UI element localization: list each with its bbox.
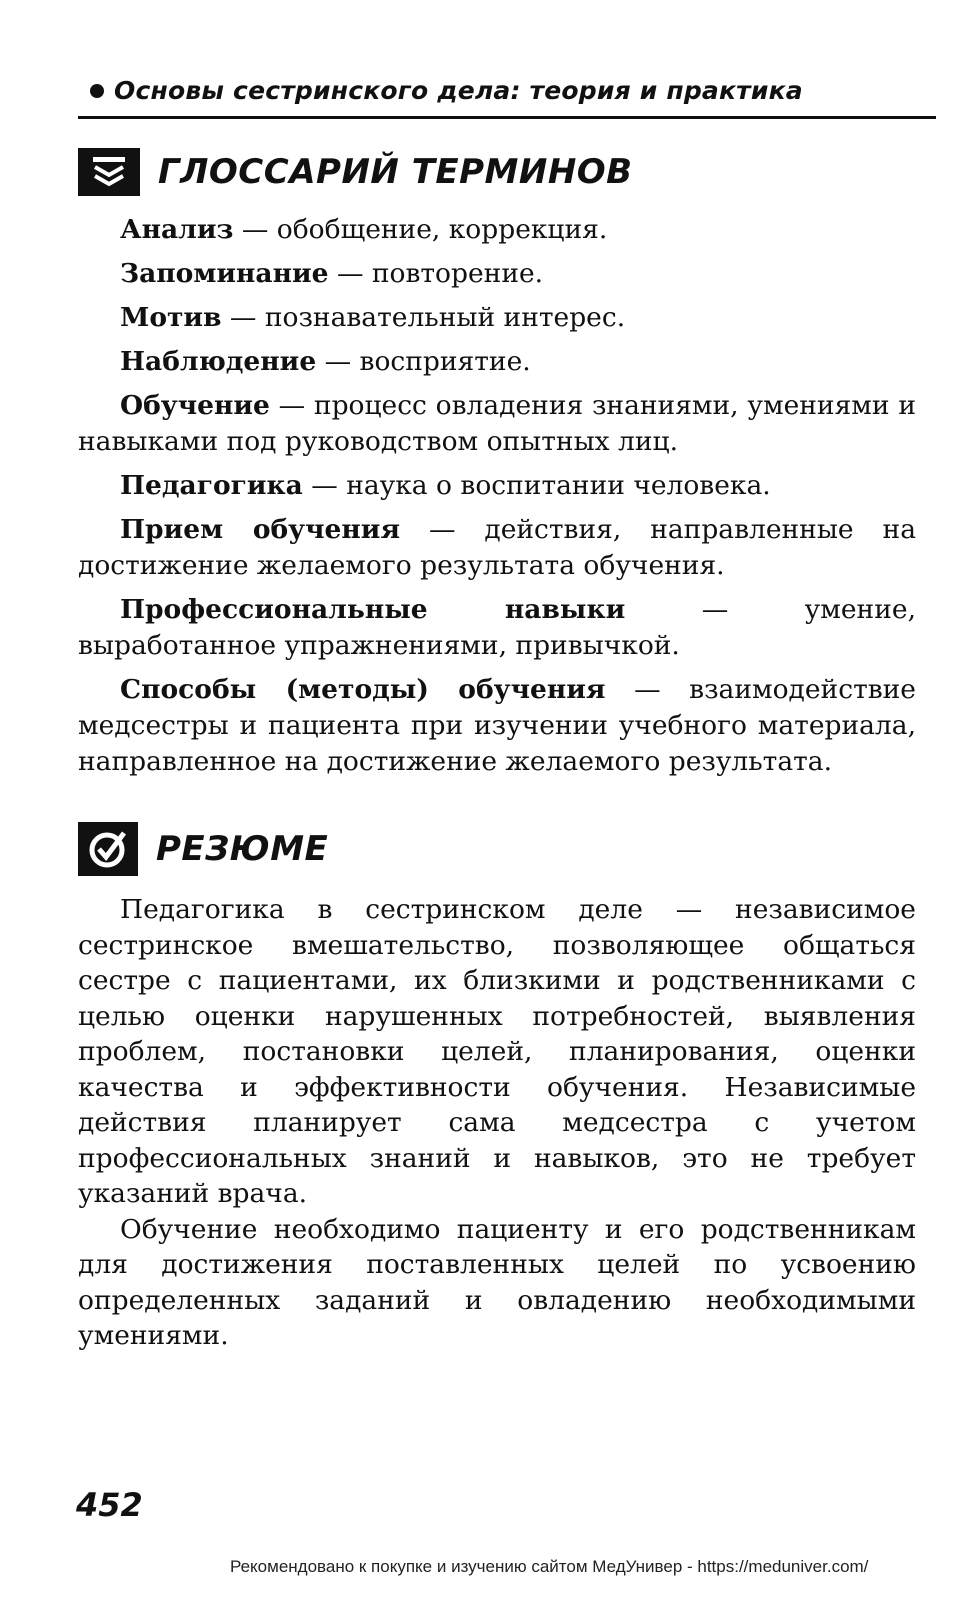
resume-paragraph: Обучение необходимо пациенту и его родственникам для достижения поставленных целей по усвоению определенных заданий и овладению необходимыми умениями.	[78, 1213, 916, 1351]
resume-title: РЕЗЮМЕ	[156, 829, 329, 869]
glossary-entry	[78, 256, 916, 292]
glossary-list	[78, 212, 916, 788]
resume-paragraph: Педагогика в сестринском деле — независимое сестринское вмешательство, позволяющее общаться сестре с пациентами, их близкими и родственниками с целью оценки нарушенных потребностей, выявления проблем, постановки целей, планирования, оценки качества и эффективности обучения. Независимые действия планирует сама медсестра с учетом профессиональных знаний и навыков, это не требует указаний врача.	[78, 894, 916, 1209]
glossary-entry	[78, 512, 916, 584]
glossary-entry	[78, 388, 916, 460]
glossary-definition: — повторение.	[328, 258, 544, 289]
glossary-term: Мотив	[120, 302, 222, 333]
glossary-term: Способы (методы) обучения	[120, 674, 606, 705]
glossary-entry	[78, 212, 916, 248]
glossary-term: Запоминание	[120, 258, 329, 289]
glossary-definition: — действия, направленные на достижение желаемого результата обучения.	[78, 514, 917, 581]
resume-body	[78, 892, 916, 1354]
glossary-entry	[78, 592, 916, 664]
glossary-definition: — умение, выработанное упражнениями, привычкой.	[78, 594, 916, 661]
glossary-term: Педагогика	[120, 470, 303, 501]
glossary-definition: — обобщение, коррекция.	[233, 214, 608, 245]
glossary-term: Анализ	[120, 214, 234, 245]
glossary-term: Прием обучения	[120, 514, 401, 545]
glossary-term: Обучение	[120, 390, 270, 421]
glossary-entry	[78, 300, 916, 336]
glossary-definition: — наука о воспитании человека.	[302, 470, 771, 501]
stacked-chevrons-icon	[78, 148, 140, 196]
glossary-entry	[78, 672, 916, 780]
glossary-definition: — взаимодействие медсестры и пациента при изучении учебного материала, направленное на достижение желаемого результата.	[78, 674, 916, 777]
glossary-entry	[78, 468, 916, 504]
glossary-definition: — познавательный интерес.	[221, 302, 626, 333]
glossary-heading	[78, 148, 633, 196]
glossary-term: Наблюдение	[120, 346, 317, 377]
glossary-definition: — процесс овладения знаниями, умениями и навыками под руководством опытных лиц.	[78, 390, 916, 457]
glossary-definition: — восприятие.	[316, 346, 531, 377]
bullet-icon	[90, 84, 104, 98]
footer-note: Рекомендовано к покупке и изучению сайтом МедУнивер - https://meduniver.com/	[230, 1557, 869, 1576]
glossary-term: Профессиональные навыки	[120, 594, 626, 625]
resume-heading	[78, 822, 328, 876]
running-header-text: Основы сестринского дела: теория и практика	[114, 76, 803, 105]
page-number: 452	[76, 1486, 143, 1524]
glossary-title: ГЛОССАРИЙ ТЕРМИНОВ	[158, 152, 633, 192]
header-rule	[78, 116, 936, 119]
running-header	[80, 76, 935, 105]
checkmark-circle-icon	[78, 822, 138, 876]
glossary-entry	[78, 344, 916, 380]
